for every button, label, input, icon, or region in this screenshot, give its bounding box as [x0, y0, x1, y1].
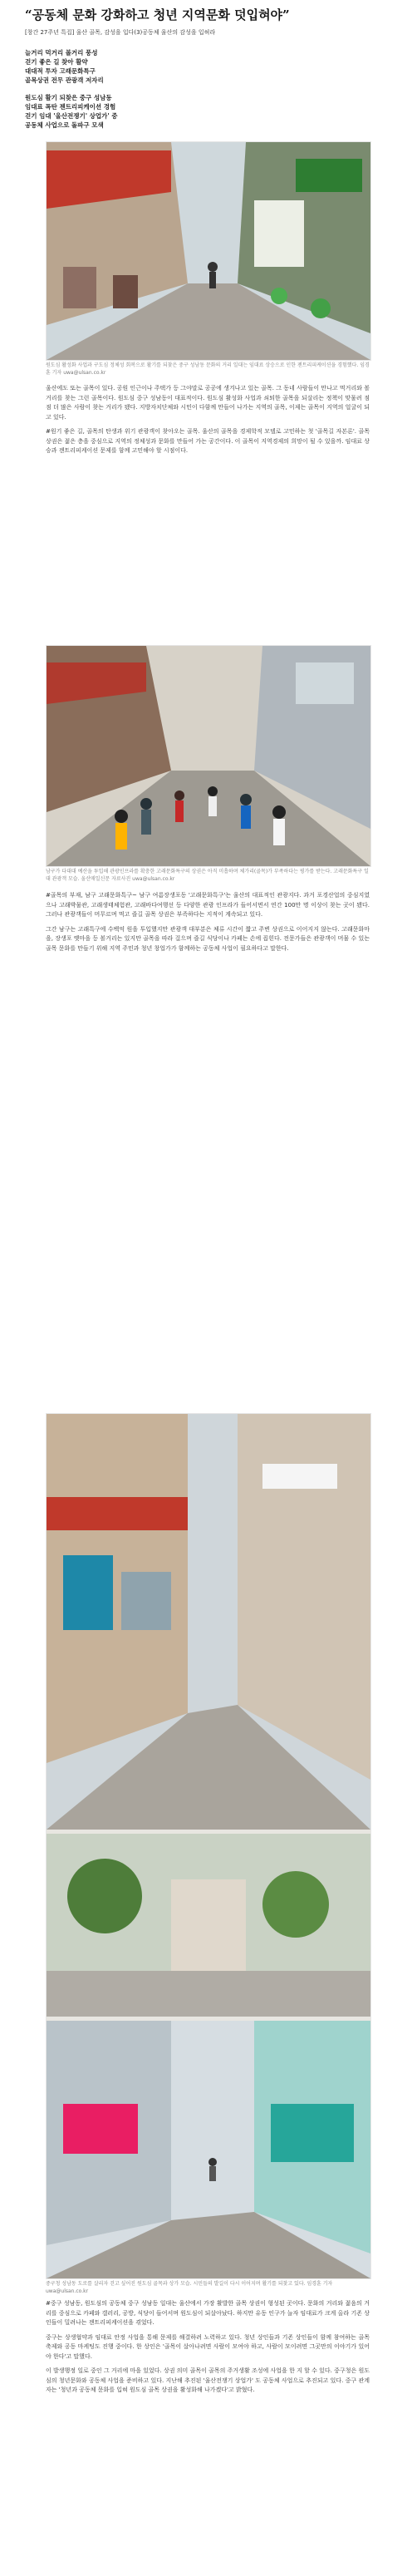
body-paragraph: 이 발생행정 일로 중인 그 거리에 마을 있었다. 상권 의미 골목이 골목의 주거생활 조성에 사업을 한 지 할 수 있다. 중구청은 원도심의 청년문화와 공동체 사업을 준비하고 있다. 지난해 추진된 '울산전쟁기 상업가' 도 공동체 사업으로 추진되고 있다. 중구 관계자는 '청년과 공동체 문화를 입혀 원도심 골목 상권을 활성화해 나가겠다'고 밝혔다.	[46, 2367, 370, 2393]
deck-line: 골목상권 전무 관광객 저자리	[25, 76, 104, 84]
body-paragraph: 그간 남구는 고래특구에 수백억 원을 투입했지만 관광객 대부분은 체류 시간이 짧고 주변 상권으로 이어지지 않는다. 고래문화마을, 장생포 옛마을 등 볼거리는 있지만 골목을 따라 걸으며 즐길 식당이나 카페는 손에 꼽힌다. 전문가들은 관광객이 머물 수 있는 골목 문화를 만들기 위해 지역 주민과 청년 창업가가 함께하는 공동체 사업이 필요하다고 말한다.	[46, 925, 370, 952]
body-paragraph: 중구는 상생협약과 임대료 안정 사업을 통해 문제를 해결하려 노력하고 있다. 청년 상인들과 기존 상인들이 함께 참여하는 골목 축제와 공동 마케팅도 진행 중이다. 한 상인은 '골목이 살아나려면 사람이 모여야 하고, 사람이 모이려면 그곳만의 이야기가 있어야 한다'고 말했다.	[46, 2333, 370, 2360]
street-photo-2	[46, 645, 371, 867]
deck-line: 늘거리 먹거리 볼거리 풍성	[25, 49, 98, 57]
body-paragraph: 울산에도 또는 골목이 있다. 공원 인근이나 주택가 등 그야말로 공공에 생겨나고 있는 골목. 그 동네 사람들이 만나고 먹거리와 볼거리를 찾는 그런 골목이다. 원도심 중구 성남동이 대표적이다. 원도심 활성화 사업과 쇠퇴한 골목을 되살리는 정책이 맞물려 점점 더 많은 사람이 찾는 거리가 됐다. 지방자치단체와 시민이 다함께 만들어 나가는 지역의 골목, 이제는 골목이 지역의 얼굴이 되고 있다.	[46, 385, 370, 421]
photo-caption-2: 남구가 다대대 예산을 투입해 관광인프라를 확충한 고래문화특구의 상권은 아직 미흡하며 체가리(골목)가 부족하다는 평가를 받는다. 고래문화특구 일대 관광객 모습. 울산매일신문 자료사진 uwa@ulsan.co.kr	[46, 869, 369, 882]
photo-caption-1: 원도심 활성화 사업과 구도심 정체성 회복으로 활기를 되찾은 중구 성남동 문화의 거리 일대는 임대료 상승으로 인한 젠트리피케이션을 경험했다. 임경훈 기자 uwa@ulsan.co.kr	[46, 362, 370, 376]
article-title: “공동체 문화 강화하고 청년 지역문화 덧입혀야”	[25, 7, 290, 22]
street-photo-1	[46, 141, 371, 361]
body-paragraph: #원기 좋은 길, 골목의 탄생과 위기 관광객이 찾아오는 골목. 울산의 골목을 경제학적 모델로 고민하는 첫 '골목길 자본론'. 골목 상권은 젊은 층을 중심으로 지역의 정체성과 문화를 만들어 가는 공간이다. 이 골목이 지역경제의 희망이 될 수 있을까. 임대료 상승과 젠트리피케이션 문제를 함께 고민해야 할 시점이다.	[46, 428, 370, 454]
article-body-3	[46, 2299, 370, 2396]
body-paragraph: #중구 성남동, 원도심의 공동체 중구 성남동 일대는 울산에서 가장 활발한 골목 상권이 형성된 곳이다. 문화의 거리와 젊음의 거리를 중심으로 카페와 갤러리, 공방, 식당이 들어서며 원도심이 되살아났다. 하지만 유동 인구가 늘자 임대료가 크게 올라 기존 상인들이 밀려나는 젠트리피케이션을 겪었다.	[46, 2300, 370, 2326]
street-photo-3	[46, 1413, 371, 2279]
body-paragraph: #골목의 부재, 남구 고래문화특구~ 남구 여름장생포동 '고래문화특구'는 울산의 대표적인 관광지다. 과거 포경산업의 중심지였으나 고래박물관, 고래생태체험관, 고래바다여행선 등 다양한 관광 인프라가 들어서면서 연간 100만 명 이상이 찾는 곳이 됐다. 그러나 관광객들이 머무르며 먹고 즐길 골목 상권은 부족하다는 지적이 계속되고 있다.	[46, 892, 370, 918]
article-subhead: [창간 27주년 특집] 울산 골목, 감성을 입다(3)공동체 울산의 감성을 입혀라	[25, 29, 216, 36]
deck-line: 걷기 임대 '울산전쟁기' 상업가' 중	[25, 112, 118, 120]
deck-line: 걷기 좋은 길 찾아 활약	[25, 58, 88, 66]
deck-line: 대대적 투자 고래문화특구	[25, 67, 96, 75]
article-body-2	[46, 891, 370, 953]
deck-line: 공동체 사업으로 돌파구 모색	[25, 121, 104, 129]
deck-line: 원도심 활기 되찾은 중구 성남동	[25, 94, 112, 101]
article-body-1	[46, 384, 370, 456]
photo-caption-3: 중구청 성남동 도로를 살리자 걷고 싶어진 원도심 골목과 상가 모습. 시민들의 발길이 다시 이어지며 활기를 되찾고 있다. 임경훈 기자 uwa@ulsan.co.kr	[46, 2281, 333, 2294]
deck-headlines-2	[25, 93, 390, 130]
deck-headlines-1	[25, 48, 390, 85]
deck-line: 임대료 폭탄 젠트리피케이션 경험	[25, 103, 116, 111]
